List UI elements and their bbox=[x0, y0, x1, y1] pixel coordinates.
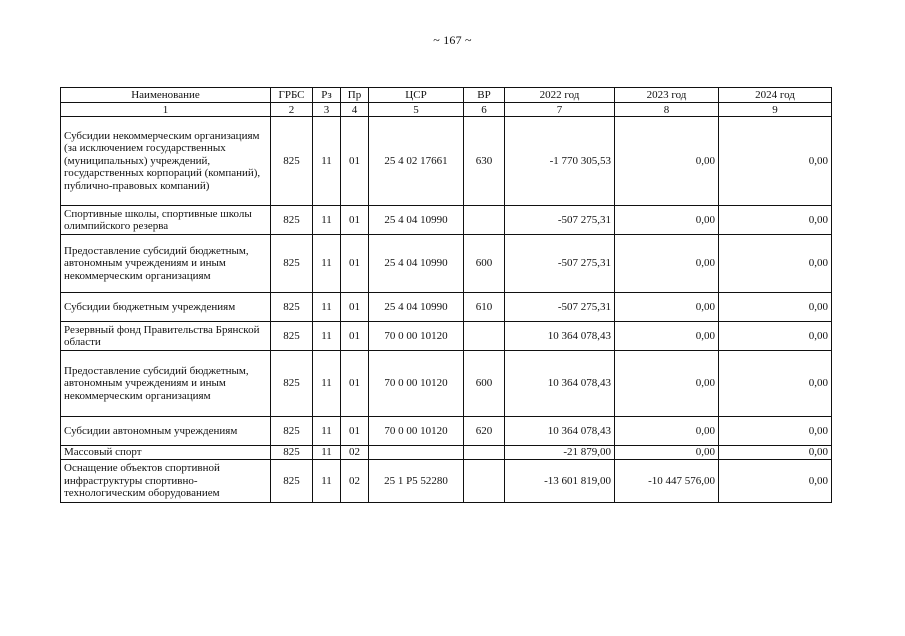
cell-2023: 0,00 bbox=[615, 235, 719, 293]
cell-2022: -21 879,00 bbox=[505, 446, 615, 460]
cell-2024: 0,00 bbox=[719, 460, 832, 503]
cell-rz: 11 bbox=[313, 206, 341, 235]
column-number: 5 bbox=[369, 103, 464, 117]
cell-2023: 0,00 bbox=[615, 446, 719, 460]
header-2023: 2023 год bbox=[615, 88, 719, 103]
header-2024: 2024 год bbox=[719, 88, 832, 103]
header-pr: Пр bbox=[341, 88, 369, 103]
cell-pr: 01 bbox=[341, 293, 369, 322]
table-row bbox=[61, 351, 832, 417]
cell-2024: 0,00 bbox=[719, 417, 832, 446]
column-number: 3 bbox=[313, 103, 341, 117]
table-row bbox=[61, 446, 832, 460]
column-number: 8 bbox=[615, 103, 719, 117]
cell-vr: 630 bbox=[464, 117, 505, 206]
table-row bbox=[61, 117, 832, 206]
cell-2023: 0,00 bbox=[615, 206, 719, 235]
table-row bbox=[61, 322, 832, 351]
cell-csr: 25 4 04 10990 bbox=[369, 206, 464, 235]
budget-table bbox=[60, 87, 832, 503]
cell-2022: -507 275,31 bbox=[505, 235, 615, 293]
cell-vr bbox=[464, 460, 505, 503]
cell-vr: 610 bbox=[464, 293, 505, 322]
cell-pr: 01 bbox=[341, 117, 369, 206]
cell-pr: 02 bbox=[341, 446, 369, 460]
cell-2024: 0,00 bbox=[719, 322, 832, 351]
cell-name: Резервный фонд Правительства Брянской области bbox=[61, 322, 271, 351]
table-header-row bbox=[61, 88, 832, 103]
cell-rz: 11 bbox=[313, 446, 341, 460]
cell-csr: 25 1 P5 52280 bbox=[369, 460, 464, 503]
cell-csr: 25 4 04 10990 bbox=[369, 293, 464, 322]
cell-2022: 10 364 078,43 bbox=[505, 351, 615, 417]
header-grbs: ГРБС bbox=[271, 88, 313, 103]
cell-vr bbox=[464, 322, 505, 351]
cell-csr: 70 0 00 10120 bbox=[369, 351, 464, 417]
cell-pr: 01 bbox=[341, 322, 369, 351]
cell-2023: 0,00 bbox=[615, 351, 719, 417]
cell-csr: 25 4 02 17661 bbox=[369, 117, 464, 206]
page-number: ~ 167 ~ bbox=[433, 33, 472, 47]
cell-2024: 0,00 bbox=[719, 235, 832, 293]
cell-grbs: 825 bbox=[271, 117, 313, 206]
header-rz: Рз bbox=[313, 88, 341, 103]
cell-2022: 10 364 078,43 bbox=[505, 417, 615, 446]
table-row bbox=[61, 206, 832, 235]
cell-grbs: 825 bbox=[271, 446, 313, 460]
cell-grbs: 825 bbox=[271, 235, 313, 293]
cell-2024: 0,00 bbox=[719, 351, 832, 417]
cell-csr: 70 0 00 10120 bbox=[369, 322, 464, 351]
cell-name: Субсидии автономным учреждениям bbox=[61, 417, 271, 446]
cell-pr: 01 bbox=[341, 351, 369, 417]
cell-rz: 11 bbox=[313, 117, 341, 206]
cell-2024: 0,00 bbox=[719, 293, 832, 322]
column-number: 2 bbox=[271, 103, 313, 117]
column-number: 9 bbox=[719, 103, 832, 117]
cell-2023: 0,00 bbox=[615, 117, 719, 206]
column-number: 4 bbox=[341, 103, 369, 117]
cell-name: Субсидии бюджетным учреждениям bbox=[61, 293, 271, 322]
table-row bbox=[61, 417, 832, 446]
cell-vr bbox=[464, 446, 505, 460]
cell-grbs: 825 bbox=[271, 206, 313, 235]
cell-name: Массовый спорт bbox=[61, 446, 271, 460]
cell-2023: -10 447 576,00 bbox=[615, 460, 719, 503]
cell-name: Оснащение объектов спортивной инфраструктуры спортивно-технологическим оборудованием bbox=[61, 460, 271, 503]
header-csr: ЦСР bbox=[369, 88, 464, 103]
cell-pr: 02 bbox=[341, 460, 369, 503]
column-number: 7 bbox=[505, 103, 615, 117]
cell-name: Спортивные школы, спортивные школы олимпийского резерва bbox=[61, 206, 271, 235]
cell-csr bbox=[369, 446, 464, 460]
cell-csr: 70 0 00 10120 bbox=[369, 417, 464, 446]
cell-2022: -1 770 305,53 bbox=[505, 117, 615, 206]
cell-grbs: 825 bbox=[271, 322, 313, 351]
table-row bbox=[61, 293, 832, 322]
cell-name: Предоставление субсидий бюджетным, автономным учреждениям и иным некоммерческим организациям bbox=[61, 351, 271, 417]
cell-grbs: 825 bbox=[271, 351, 313, 417]
cell-2023: 0,00 bbox=[615, 293, 719, 322]
cell-2024: 0,00 bbox=[719, 117, 832, 206]
cell-vr: 620 bbox=[464, 417, 505, 446]
cell-pr: 01 bbox=[341, 235, 369, 293]
cell-grbs: 825 bbox=[271, 293, 313, 322]
cell-rz: 11 bbox=[313, 460, 341, 503]
cell-name: Субсидии некоммерческим организациям (за исключением государственных (муниципальных) учреждений, государственных корпораций (компаний), публично-правовых компаний) bbox=[61, 117, 271, 206]
cell-rz: 11 bbox=[313, 293, 341, 322]
cell-2023: 0,00 bbox=[615, 322, 719, 351]
cell-grbs: 825 bbox=[271, 460, 313, 503]
column-number: 6 bbox=[464, 103, 505, 117]
cell-2022: -507 275,31 bbox=[505, 206, 615, 235]
column-number: 1 bbox=[61, 103, 271, 117]
cell-vr: 600 bbox=[464, 351, 505, 417]
cell-2023: 0,00 bbox=[615, 417, 719, 446]
cell-vr bbox=[464, 206, 505, 235]
cell-2024: 0,00 bbox=[719, 206, 832, 235]
cell-vr: 600 bbox=[464, 235, 505, 293]
cell-2022: -13 601 819,00 bbox=[505, 460, 615, 503]
cell-rz: 11 bbox=[313, 322, 341, 351]
header-vr: ВР bbox=[464, 88, 505, 103]
cell-pr: 01 bbox=[341, 206, 369, 235]
header-name: Наименование bbox=[61, 88, 271, 103]
cell-2024: 0,00 bbox=[719, 446, 832, 460]
header-2022: 2022 год bbox=[505, 88, 615, 103]
cell-2022: -507 275,31 bbox=[505, 293, 615, 322]
cell-pr: 01 bbox=[341, 417, 369, 446]
cell-rz: 11 bbox=[313, 417, 341, 446]
table-row bbox=[61, 235, 832, 293]
cell-name: Предоставление субсидий бюджетным, автономным учреждениям и иным некоммерческим организациям bbox=[61, 235, 271, 293]
table-row bbox=[61, 460, 832, 503]
column-number-row bbox=[61, 103, 832, 117]
cell-rz: 11 bbox=[313, 351, 341, 417]
cell-grbs: 825 bbox=[271, 417, 313, 446]
cell-rz: 11 bbox=[313, 235, 341, 293]
cell-2022: 10 364 078,43 bbox=[505, 322, 615, 351]
cell-csr: 25 4 04 10990 bbox=[369, 235, 464, 293]
